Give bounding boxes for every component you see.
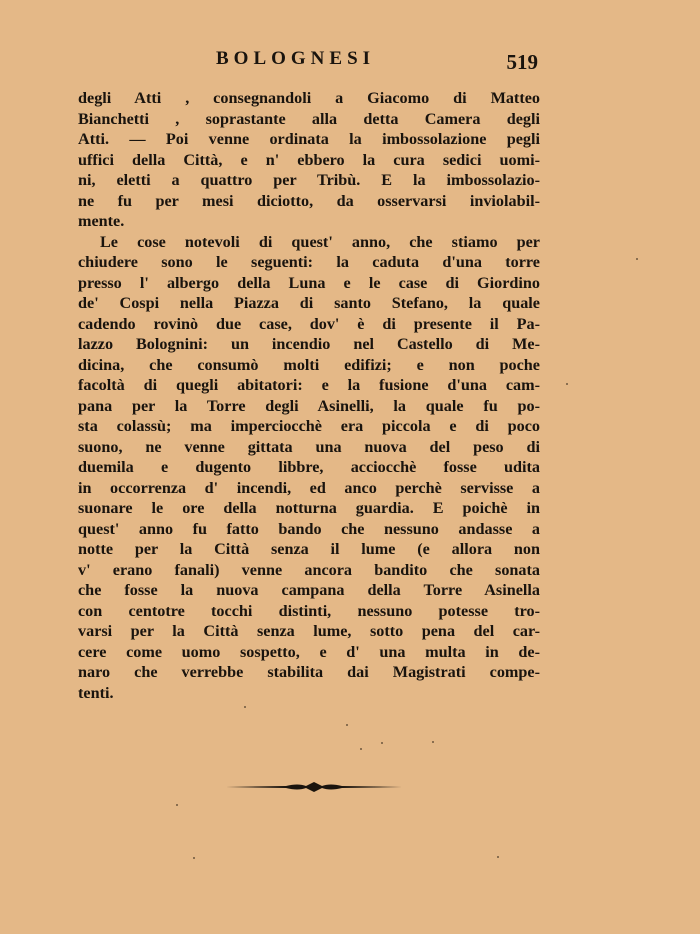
text-line: quest' anno fu fatto bando che nessuno andasse a (78, 519, 540, 538)
paper-speck (193, 857, 195, 859)
text-line: ni, eletti a quattro per Tribù. E la imbossolazio- (78, 171, 540, 189)
text-line: lazzo Bolognini: un incendio nel Castello di Me- (78, 335, 540, 353)
end-ornament (226, 778, 402, 796)
text-line: Bianchetti , soprastante alla detta Camera degli (78, 109, 540, 128)
text-line: duemila e dugento libbre, acciocchè fosse udita (78, 458, 540, 476)
paper-speck (636, 258, 638, 260)
text-line: notte per la Città senza il lume (e allora non (78, 540, 540, 558)
text-line: ne fu per mesi diciotto, da osservarsi inviolabil- (78, 191, 540, 210)
paper-speck (244, 706, 246, 708)
text-line: chiudere sono le seguenti: la caduta d'una torre (78, 253, 540, 271)
text-line: uffici della Città, e n' ebbero la cura sedici uomi- (78, 150, 540, 169)
page-header (78, 48, 538, 74)
page-number: 519 (506, 50, 538, 74)
text-line: v' erano fanali) venne ancora bandito che sonata (78, 560, 540, 579)
text-line: degli Atti , consegnandoli a Giacomo di Matteo (78, 89, 540, 107)
text-line: pana per la Torre degli Asinelli, la quale fu po- (78, 396, 540, 415)
text-line: in occorrenza d' incendi, ed anco perchè servisse a (78, 478, 540, 497)
paper-speck (360, 748, 362, 750)
text-line: dicina, che consumò molti edifizi; e non poche (78, 355, 540, 374)
text-line: Le cose notevoli di quest' anno, che stiamo per (100, 232, 540, 251)
text-line: tenti. (78, 683, 114, 702)
paper-speck (566, 383, 568, 385)
text-line: facoltà di quegli abitatori: e la fusione d'una cam- (78, 376, 540, 394)
paper-speck (381, 742, 383, 744)
text-line: cadendo rovinò due case, dov' è di presente il Pa- (78, 314, 540, 333)
text-line: suono, ne venne gittata una nuova del peso di (78, 437, 540, 456)
text-line: presso l' albergo della Luna e le case di Giordino (78, 273, 540, 292)
running-title: BOLOGNESI (216, 48, 376, 69)
text-line: Atti. — Poi venne ordinata la imbossolazione pegli (78, 130, 540, 148)
text-line: che fosse la nuova campana della Torre Asinella (78, 581, 540, 599)
paper-speck (346, 724, 348, 726)
text-line: con centotre tocchi distinti, nessuno potesse tro- (78, 601, 540, 620)
paragraph-2 (78, 232, 540, 704)
text-line: cere come uomo sospetto, e d' una multa in de- (78, 642, 540, 661)
paragraph-1 (78, 88, 540, 232)
text-line: mente. (78, 212, 125, 230)
text-line: sta colassù; ma imperciocchè era piccola e di poco (78, 417, 540, 435)
body-text (78, 88, 540, 703)
text-line: naro che verrebbe stabilita dai Magistrati compe- (78, 663, 540, 681)
text-line: varsi per la Città senza lume, sotto pena del car- (78, 622, 540, 640)
paper-speck (432, 741, 434, 743)
text-line: de' Cospi nella Piazza di santo Stefano, la quale (78, 294, 540, 312)
paper-speck (176, 804, 178, 806)
text-line: suonare le ore della notturna guardia. E poichè in (78, 499, 540, 517)
paper-speck (497, 856, 499, 858)
